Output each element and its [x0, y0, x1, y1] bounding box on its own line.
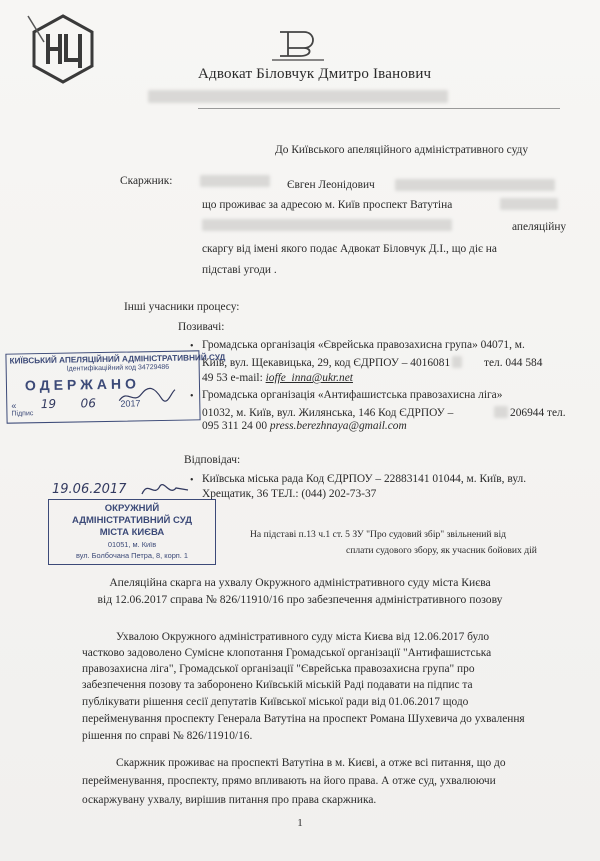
stamp2-line4: 01051, м. Київ	[107, 540, 157, 549]
org1-phone: 49 53 e-mail:	[202, 372, 266, 384]
org1-line3	[202, 373, 353, 384]
org2-line1: Громадська організація «Антифашистська правозахисна ліга»	[202, 389, 503, 401]
handwritten-initials-icon	[140, 478, 190, 500]
signature-scribble-icon	[117, 386, 177, 407]
redacted-address-2	[202, 219, 452, 231]
org1-line2a: Київ, вул. Щекавицька, 29, код ЄДРПОУ – 4016081	[202, 357, 451, 369]
body-p1-line4: забезпечення позову та заборонено Київській міській Раді подавати на підпис та	[82, 679, 473, 691]
stamp-received-word: ОДЕРЖАНО	[24, 375, 141, 394]
complainant-name: Євген Леонідович	[287, 179, 375, 191]
body-p2-line3: оскаржувану ухвалу, вирішив питання про права скаржника.	[82, 794, 377, 806]
org1-line2b: тел. 044 584	[484, 357, 543, 369]
page-number: 1	[297, 817, 303, 829]
received-stamp	[5, 350, 226, 423]
org1-email-link[interactable]: ioffe_inna@ukr.net	[265, 372, 353, 384]
stamp-id-code: Ідентифікаційний код 34729486	[66, 363, 170, 373]
stamp-date-year: 2017	[120, 398, 141, 409]
body-p2-line2: перейменування, проспекту, прямо впливають на його права. А отже суд, ухвалюючи	[82, 775, 496, 787]
org2-email-link[interactable]: press.berezhnaya@gmail.com	[269, 420, 407, 432]
redacted-code-1	[452, 356, 462, 368]
body-p1-line7: рішення по справі № 826/11910/16.	[82, 730, 253, 742]
bullet-icon: •	[190, 475, 194, 486]
stamp-date-month: 06	[80, 396, 97, 411]
redacted-surname	[200, 175, 270, 187]
stamp-date-quote: «	[11, 400, 17, 411]
handwritten-date: 19.06.2017	[52, 482, 127, 497]
body-p1-line1: Ухвалою Окружного адміністративного суду міста Києва від 12.06.2017 було	[116, 631, 490, 643]
body-p1-line6: перейменування проспекту Генерала Ватутіна на проспект Романа Шухевича до ухвалення	[82, 713, 525, 725]
complainant-text-5: підставі угоди .	[202, 264, 277, 276]
fee-note-line1: На підставі п.13 ч.1 ст. 5 ЗУ "Про судовий збір" звільнений від	[250, 529, 507, 540]
body-p2-line1: Скаржник проживає на проспекті Ватутіна в м. Києві, а отже всі питання, що до	[116, 757, 506, 769]
redacted-contacts	[148, 90, 448, 103]
bullet-icon: •	[190, 341, 194, 352]
org1-line1: Громадська організація «Єврейська правозахисна група» 04071, м.	[202, 339, 525, 351]
complainant-text-3: апеляційну	[512, 221, 567, 233]
respondent-line1: Київська міська рада Код ЄДРПОУ – 22883141 01044, м. Київ, вул.	[202, 473, 527, 485]
org2-line3	[202, 421, 407, 432]
complainant-address: що проживає за адресою м. Київ проспект Ватутіна	[202, 199, 453, 211]
complainant-label: Скаржник:	[120, 175, 173, 187]
redacted-birth	[395, 179, 555, 191]
body-p1-line3: правозахисна ліга", Громадської організації "Єврейська правозахисна група" про	[82, 663, 475, 675]
document-title-line2: від 12.06.2017 справа № 826/11910/16 про забезпечення адміністративного позову	[97, 593, 503, 606]
complainant-text-4: скаргу від імені якого подає Адвокат Біловчук Д.І., що діє на	[202, 243, 497, 255]
org2-line2a: 01032, м. Київ, вул. Жилянська, 146 Код ЄДРПОУ –	[202, 407, 454, 419]
stamp2-line3: МІСТА КИЄВА	[99, 527, 165, 538]
org2-line2b: 206944 тел.	[510, 407, 566, 419]
redacted-address	[500, 198, 558, 210]
document-title-line1: Апеляційна скарга на ухвалу Окружного адміністративного суду міста Києва	[109, 576, 491, 589]
bullet-icon: •	[190, 391, 194, 402]
stamp2-line2: АДМІНІСТРАТИВНИЙ СУД	[72, 515, 192, 526]
advocate-name: Адвокат Біловчук Дмитро Іванович	[198, 66, 432, 82]
plaintiffs-label: Позивачі:	[178, 321, 225, 333]
stamp-signature-label: Підпис	[11, 410, 34, 418]
district-court-stamp	[48, 499, 216, 565]
participants-label: Інші учасники процесу:	[124, 301, 240, 313]
addressee: До Київського апеляційного адміністративного суду	[275, 144, 529, 156]
fee-note-line2: сплати судового збору, як учасник бойових дій	[346, 545, 537, 556]
stamp2-line1: ОКРУЖНИЙ	[104, 503, 160, 514]
stamp2-line5: вул. Болбочана Петра, 8, корп. 1	[75, 551, 189, 560]
stamp-court-name: КИЇВСЬКИЙ АПЕЛЯЦІЙНИЙ АДМІНІСТРАТИВНИЙ СУД	[9, 352, 226, 366]
respondent-label: Відповідач:	[184, 454, 241, 466]
body-p1-line2: частково задоволено Сумісне клопотання Громадської організації "Антифашистська	[82, 647, 492, 659]
org2-phone: 095 311 24 00	[202, 420, 270, 432]
header-divider	[198, 108, 560, 109]
advocate-emblem-icon	[270, 26, 326, 62]
body-p1-line5: публікувати рішення сесії депутатів Київської міської ради від 01.06.2017 щодо	[82, 696, 469, 708]
law-firm-logo	[26, 12, 100, 86]
respondent-line2: Хрещатик, 36 ТЕЛ.: (044) 202-73-37	[202, 488, 377, 500]
stamp-date-day: 19	[40, 396, 57, 412]
redacted-code-2	[494, 406, 508, 418]
